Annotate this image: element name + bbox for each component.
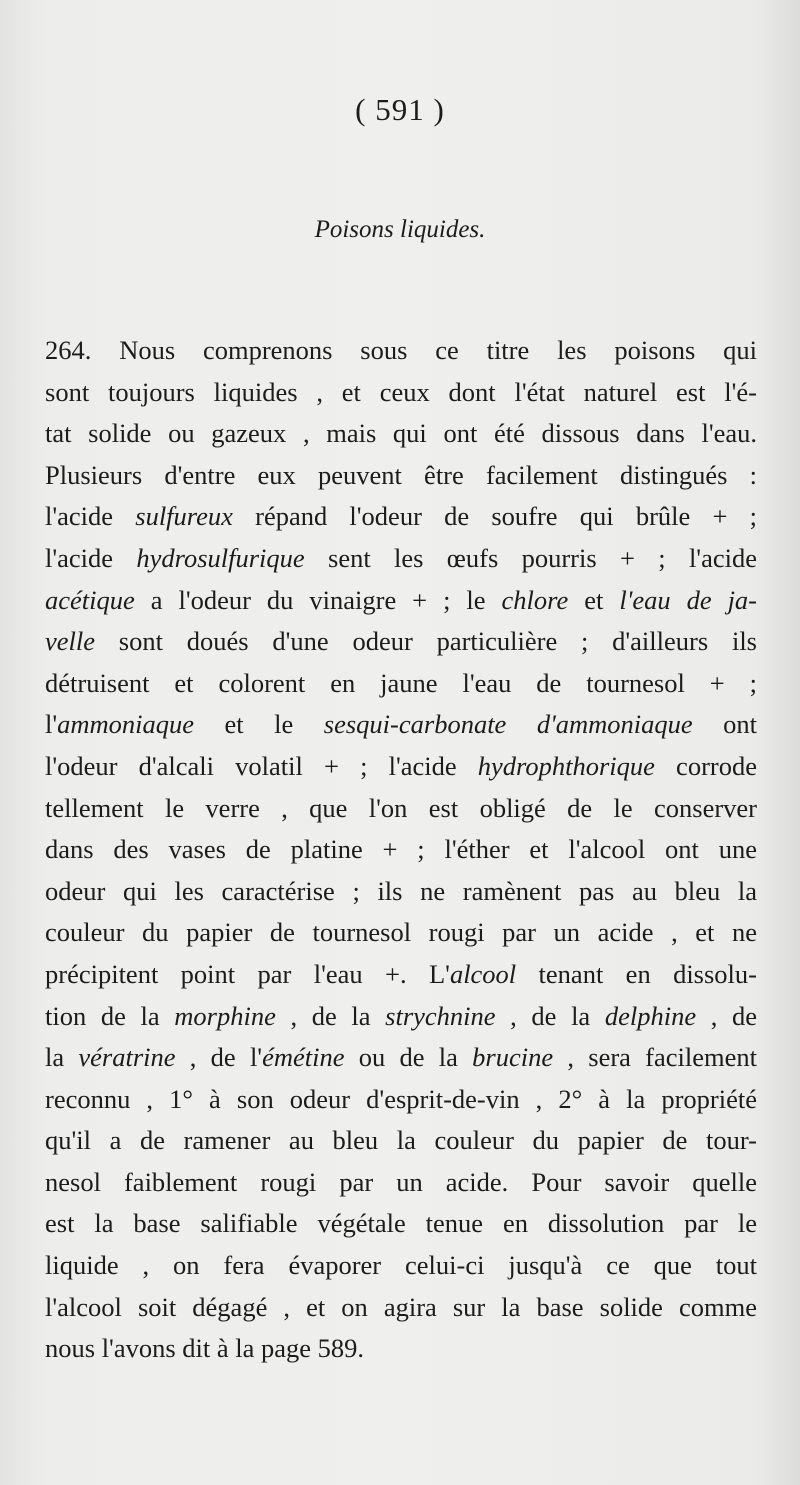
text-run: la (45, 1042, 79, 1073)
text-run: l'alcool soit dégagé , et on agira sur la base solide comme (45, 1291, 757, 1322)
text-run: , de l' (175, 1042, 263, 1073)
text-run: et le (194, 709, 324, 740)
text-run: et (568, 584, 620, 615)
text-line (45, 1037, 757, 1079)
text-line (45, 1120, 757, 1162)
text-line (45, 996, 757, 1038)
text-line (45, 1245, 757, 1287)
italic-term: ammoniaque (57, 709, 195, 740)
text-run: corrode (654, 750, 757, 781)
italic-term: sulfureux (135, 501, 233, 532)
text-run: qu'il a de ramener au bleu la couleur du papier de tour- (45, 1125, 757, 1156)
text-line (45, 954, 757, 996)
italic-term: hydrosulfurique (136, 542, 305, 573)
text-run: tat solide ou gazeux , mais qui ont été dissous dans l'eau. (45, 418, 757, 449)
text-line (45, 413, 757, 455)
text-run: couleur du papier de tournesol rougi par un acide , et ne (45, 917, 757, 948)
text-line (45, 1328, 757, 1370)
text-line (45, 1162, 757, 1204)
text-run: ont (692, 709, 758, 740)
text-line (45, 788, 757, 830)
italic-term: strychnine (385, 1000, 496, 1031)
text-line (45, 621, 757, 663)
text-run: , de la (275, 1000, 386, 1031)
italic-term: hydrophthorique (477, 750, 655, 781)
text-line (45, 912, 757, 954)
text-run: 264. Nous comprenons sous ce titre les poisons qui (45, 335, 757, 365)
paragraph-264 (45, 330, 757, 1370)
page-number: ( 591 ) (355, 92, 445, 127)
italic-term: acétique (45, 584, 135, 615)
text-run: tellement le verre , que l'on est obligé de le conserver (45, 792, 757, 823)
text-line (45, 829, 757, 871)
text-run: reconnu , 1° à son odeur d'esprit-de-vin , 2° à la propriété (45, 1083, 757, 1114)
text-run: dans des vases de platine + ; l'éther et l'alcool ont une (45, 834, 757, 865)
text-run: , de (696, 1000, 757, 1031)
text-line (45, 663, 757, 705)
text-run: l' (45, 709, 58, 740)
text-line (45, 871, 757, 913)
text-run: a l'odeur du vinaigre + ; le (134, 584, 502, 615)
italic-term: velle (45, 626, 96, 657)
text-run: précipitent point par l'eau +. L' (45, 958, 450, 989)
text-run: tenant en dissolu- (516, 958, 757, 989)
text-run: odeur qui les caractérise ; ils ne ramènent pas au bleu la (45, 875, 757, 906)
italic-term: brucine (472, 1042, 554, 1073)
text-line (45, 330, 757, 372)
text-run: sent les œufs pourris + ; l'acide (304, 542, 757, 573)
text-line (45, 1287, 757, 1329)
text-line (45, 1079, 757, 1121)
italic-term: vératrine (78, 1042, 176, 1073)
text-run: l'acide (45, 501, 136, 532)
italic-term: émétine (262, 1042, 345, 1073)
text-run: , sera facilement (553, 1042, 758, 1073)
text-run: l'odeur d'alcali volatil + ; l'acide (45, 750, 478, 781)
text-run: l'acide (45, 542, 137, 573)
italic-term: sesqui-carbonate d'ammoniaque (323, 709, 693, 740)
text-run: ou de la (344, 1042, 473, 1073)
text-line (45, 455, 757, 497)
text-run: Plusieurs d'entre eux peuvent être facilement distingués : (45, 459, 757, 490)
text-run: nous l'avons dit à la page 589. (45, 1333, 365, 1364)
text-line (45, 496, 757, 538)
text-line (45, 538, 757, 580)
italic-term: l'eau de ja- (619, 584, 758, 615)
text-run: sont toujours liquides , et ceux dont l'état naturel est l'é- (45, 376, 757, 407)
text-line (45, 372, 757, 414)
text-run: tion de la (45, 1000, 175, 1031)
text-run: liquide , on fera évaporer celui-ci jusqu'à ce que tout (45, 1250, 757, 1281)
text-run: détruisent et colorent en jaune l'eau de tournesol + ; (45, 667, 757, 698)
text-run: répand l'odeur de soufre qui brûle + ; (232, 501, 757, 532)
text-run: sont doués d'une odeur particulière ; d'ailleurs ils (95, 626, 757, 657)
text-run: est la base salifiable végétale tenue en dissolution par le (45, 1208, 757, 1239)
italic-term: chlore (501, 584, 569, 615)
text-run: , de la (495, 1000, 605, 1031)
text-line (45, 746, 757, 788)
text-run: nesol faiblement rougi par un acide. Pour savoir quelle (45, 1166, 757, 1197)
italic-term: alcool (449, 958, 517, 989)
text-line (45, 1203, 757, 1245)
text-line (45, 580, 757, 622)
text-line (45, 704, 757, 746)
italic-term: morphine (174, 1000, 276, 1031)
italic-term: delphine (604, 1000, 697, 1031)
section-title: Poisons liquides. (314, 216, 486, 243)
